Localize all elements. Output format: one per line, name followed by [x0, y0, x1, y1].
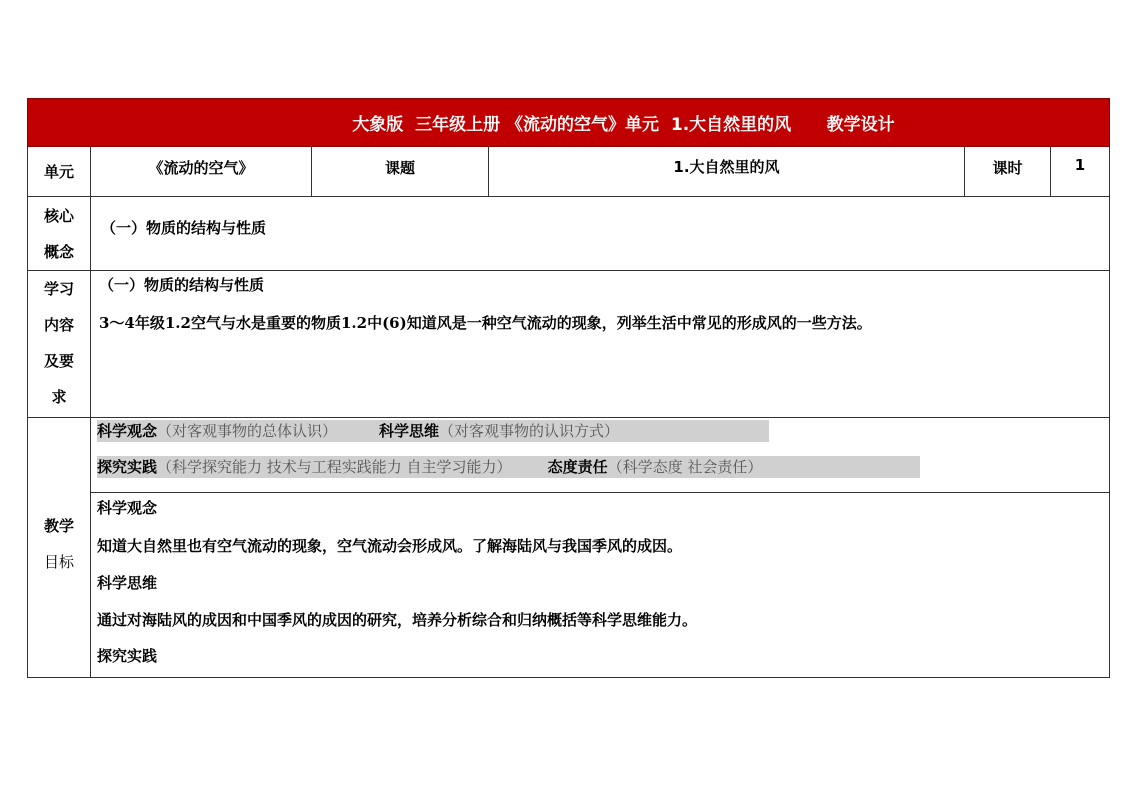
banner-item4-title: 态度责任: [547, 458, 608, 476]
banner-item2-desc: （对客观事物的认识方式）: [439, 422, 620, 440]
topic-label: 课题: [384, 159, 415, 177]
banner-line-2: [97, 456, 920, 478]
document-title: 大象版 三年级上册 《流动的空气》单元 1.大自然里的风 教学设计: [352, 115, 895, 135]
learning-label-line4: 求: [51, 388, 67, 406]
learning-content-cell: [90, 271, 1109, 417]
period-label-cell: [964, 147, 1050, 196]
learning-label-line2: 内容: [43, 316, 74, 334]
banner-item3-title: 探究实践: [97, 458, 158, 476]
banner-item3-desc: （科学探究能力 技术与工程实践能力 自主学习能力）: [157, 458, 512, 476]
banner-item4-desc: （科学态度 社会责任）: [607, 458, 763, 476]
objective-heading-1: 科学观念: [97, 499, 158, 517]
learning-label-line1: 学习: [43, 280, 74, 298]
objectives-label-line2: 目标: [43, 553, 74, 571]
period-value: 1: [1074, 156, 1086, 174]
banner-item1-desc: （对客观事物的总体认识）: [157, 422, 338, 440]
unit-label-cell: [28, 147, 90, 196]
objectives-label-line1: 教学: [43, 517, 74, 535]
objectives-row: [27, 418, 1110, 678]
objective-text-1: 知道大自然里也有空气流动的现象，空气流动会形成风。了解海陆风与我国季风的成因。: [97, 537, 683, 555]
core-label-line2: 概念: [43, 243, 74, 261]
learning-label-line3: 及要: [43, 352, 74, 370]
objective-heading-3: 探究实践: [97, 647, 158, 665]
objectives-banner: [91, 418, 1110, 493]
unit-label: 单元: [43, 163, 74, 181]
learning-line1: （一）物质的结构与性质: [99, 276, 265, 294]
objective-heading-2: 科学思维: [97, 574, 158, 592]
learning-label-cell: [28, 271, 90, 417]
unit-value-cell: [90, 147, 311, 196]
objectives-label-cell: [28, 418, 90, 677]
core-concept-row: [27, 197, 1110, 271]
core-label-cell: [28, 197, 90, 270]
objectives-content-cell: [90, 418, 1109, 677]
core-content-cell: [90, 197, 1109, 270]
unit-value: 《流动的空气》: [148, 159, 254, 177]
banner-item1-title: 科学观念: [97, 422, 158, 440]
core-label-line1: 核心: [43, 207, 74, 225]
banner-item2-title: 科学思维: [379, 422, 440, 440]
title-bar: [27, 98, 1110, 147]
topic-label-cell: [311, 147, 488, 196]
period-value-cell: [1050, 147, 1109, 196]
period-label: 课时: [992, 159, 1023, 177]
info-row: [27, 147, 1110, 197]
learning-row: [27, 271, 1110, 418]
core-text: （一）物质的结构与性质: [101, 219, 267, 237]
topic-value: 1.大自然里的风: [673, 158, 780, 176]
banner-line-1: [97, 420, 769, 442]
topic-value-cell: [488, 147, 964, 196]
learning-line2: 3～4年级1.2空气与水是重要的物质1.2中(6)知道风是一种空气流动的现象，列举生活中常见的形成风的一些方法。: [99, 314, 872, 332]
objective-text-2: 通过对海陆风的成因和中国季风的成因的研究，培养分析综合和归纳概括等科学思维能力。: [97, 611, 698, 629]
